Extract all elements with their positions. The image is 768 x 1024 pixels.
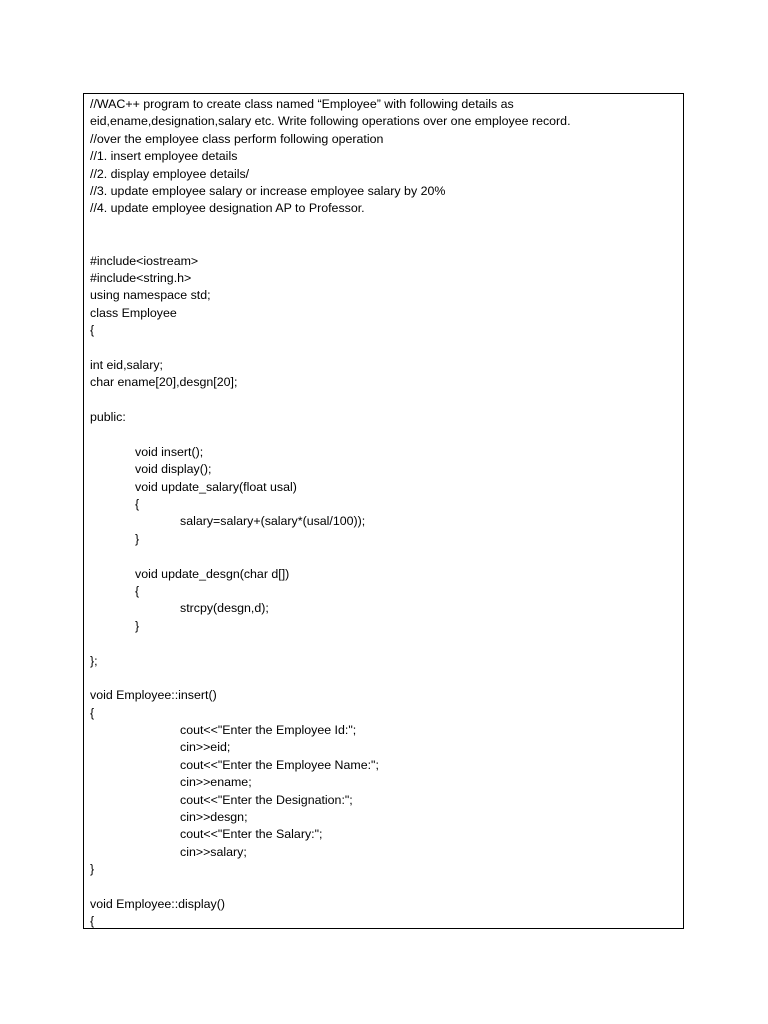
code-line: int eid,salary; <box>90 357 164 372</box>
code-line: //4. update employee designation AP to Professor. <box>90 201 365 216</box>
blank-line <box>90 235 679 252</box>
code-line: #include<string.h> <box>90 270 192 285</box>
code-line: //3. update employee salary or increase employee salary by 20% <box>90 183 446 198</box>
code-line: #include<iostream> <box>90 253 199 268</box>
blank-line <box>90 392 679 409</box>
blank-line <box>90 426 679 443</box>
code-line: char ename[20],desgn[20]; <box>90 375 238 390</box>
blank-line <box>90 635 679 652</box>
code-line: eid,ename,designation,salary etc. Write following operations over one employee record. <box>90 114 571 129</box>
code-line: { <box>135 496 140 511</box>
blank-line <box>90 670 679 687</box>
code-line: void update_salary(float usal) <box>135 479 297 494</box>
code-line: cout<<"Enter the Employee Name:"; <box>180 757 379 772</box>
code-line: using namespace std; <box>90 288 211 303</box>
code-line: } <box>135 531 140 546</box>
code-line: //1. insert employee details <box>90 149 238 164</box>
code-line: //2. display employee details/ <box>90 166 250 181</box>
code-line: //over the employee class perform following operation <box>90 131 384 146</box>
code-line: public: <box>90 410 126 425</box>
code-line: void display(); <box>135 462 212 477</box>
code-line: void Employee::insert() <box>90 688 217 703</box>
blank-line <box>90 879 679 896</box>
code-line: } <box>90 862 95 877</box>
code-line: cin>>desgn; <box>180 810 248 825</box>
code-line: { <box>90 914 95 929</box>
code-line: cout<<"Enter the Salary:"; <box>180 827 323 842</box>
blank-line <box>90 548 679 565</box>
code-line: }; <box>90 653 98 668</box>
code-listing <box>90 96 679 929</box>
code-line: cout<<"Enter the Employee Id:"; <box>180 723 357 738</box>
code-line: salary=salary+(salary*(usal/100)); <box>180 514 366 529</box>
code-line: //WAC++ program to create class named “Employee” with following details as <box>90 97 514 111</box>
code-line: cin>>salary; <box>180 844 247 859</box>
blank-line <box>90 218 679 235</box>
document-frame <box>83 93 684 929</box>
code-line: cout<<"Enter the Designation:"; <box>180 792 353 807</box>
code-line: } <box>135 618 140 633</box>
code-line: void Employee::display() <box>90 896 225 911</box>
code-line: cin>>eid; <box>180 740 231 755</box>
code-line: cin>>ename; <box>180 775 252 790</box>
code-line: class Employee <box>90 305 177 320</box>
blank-line <box>90 339 679 356</box>
code-line: void insert(); <box>135 444 204 459</box>
code-line: { <box>135 583 140 598</box>
code-line: { <box>90 705 95 720</box>
code-line: { <box>90 323 95 338</box>
code-line: strcpy(desgn,d); <box>180 601 269 616</box>
code-line: void update_desgn(char d[]) <box>135 566 290 581</box>
